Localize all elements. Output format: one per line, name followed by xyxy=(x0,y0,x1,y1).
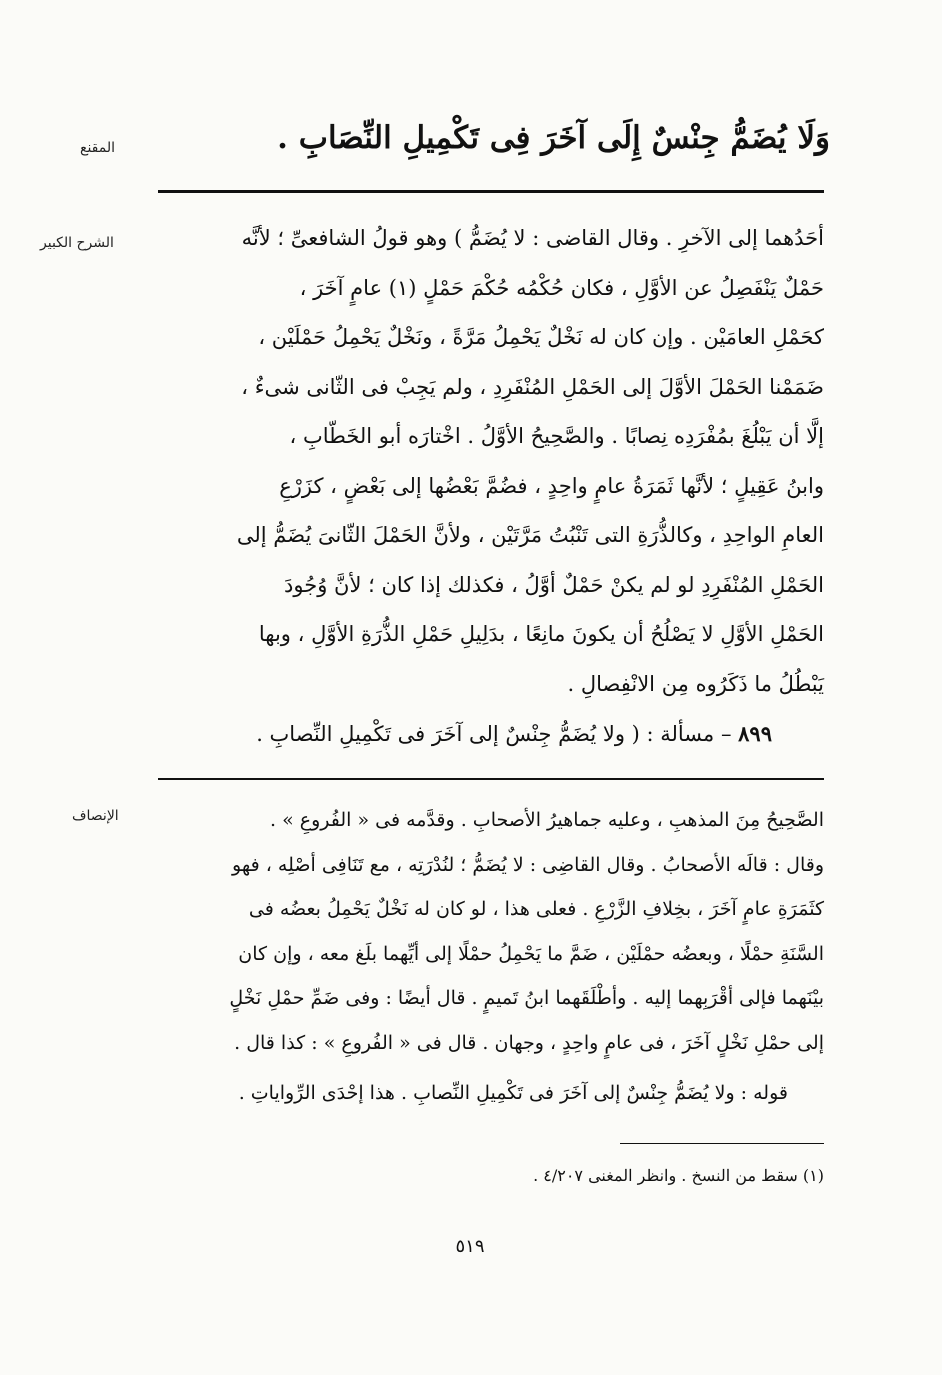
text-line: الحَمْلِ الأوَّلِ لا يَصْلُحُ أن يكونَ مانِعًا ، بدَلِيلِ حَمْلِ الذُّرَةِ الأوَّلِ ، وبها xyxy=(258,622,824,646)
text-line: إلَّا أن يَبْلُغَ بمُفْرَدِه نِصابًا . والصَّحِيحُ الأوَّلُ . اخْتارَه أبو الخَطّابِ ، xyxy=(289,424,824,448)
sharh-kabir-text xyxy=(158,214,824,760)
insaf-text xyxy=(158,798,824,1116)
text-line: كحَمْلِ العامَيْن . وإن كان له نَخْلٌ يَحْمِلُ مَرَّةً ، ونَخْلٌ يَحْمِلُ حَمْلَيْن ، xyxy=(258,325,824,349)
muqni-text xyxy=(277,120,830,156)
muqni-line: وَلَا يُضَمُّ جِنْسٌ إِلَى آخَرَ فِى تَكْمِيلِ النِّصَابِ . xyxy=(277,120,830,156)
text-line: الصَّحِيحُ مِنَ المذهبِ ، وعليه جماهيرُ الأصحابِ . وقدَّمه فى « الفُروعِ » . xyxy=(270,809,824,831)
text-line: وابنُ عَقِيلٍ ؛ لأنَّها ثَمَرَةُ عامٍ واحِدٍ ، فضُمَّ بَعْضُها إلى بَعْضٍ ، كزَرْعِ xyxy=(279,473,824,498)
sharh-kabir-label: الشرح الكبير xyxy=(40,235,114,251)
text-line: بيْنَهما فإلى أقْرَبِهما إليه . وأطْلَقَهما ابنُ تَميمٍ . قال أيضًا : وفى ضَمِّ حمْلِ نَخْلٍ xyxy=(229,987,824,1009)
masala-number: ٨٩٩ xyxy=(738,721,772,746)
text-line: أحَدُهما إلى الآخرِ . وقال القاضى : لا يُضَمُّ ) وهو قولُ الشافعىِّ ؛ لأنَّه xyxy=(241,226,824,250)
text-line: الحَمْلِ المُنْفَرِدِ لو لم يكنْ حَمْلٌ أوَّلُ ، فكذلك إذا كان ؛ لأنَّ وُجُودَ xyxy=(284,572,824,597)
muqni-divider xyxy=(158,190,824,193)
qawluhu-line: قوله : ولا يُضَمُّ جِنْسٌ إلى آخَرَ فى تَكْمِيلِ النِّصابِ . هذا إحْدَى الرِّواياتِ . xyxy=(238,1082,788,1104)
text-line: حَمْلٌ يَنْفَصِلُ عن الأوَّلِ ، فكان حُكْمُه حُكْمَ حَمْلٍ (١) عامٍ آخَرَ ، xyxy=(299,275,824,300)
footnote-divider xyxy=(620,1143,824,1144)
text-line: العامِ الواحِدِ ، وكالذُّرَةِ التى تَنْبُتُ مَرَّتَيْن ، ولأنَّ الحَمْلَ الثّانىَ يُضَمُّ إلى xyxy=(236,523,824,547)
masala-line xyxy=(158,709,772,760)
page-number: ٥١٩ xyxy=(455,1236,485,1257)
text-line: السَّنَةِ حمْلًا ، وبعضُه حمْلَيْن ، ضَمَّ ما يَحْمِلُ حمْلًا إلى أيِّهما بلَغ معه ، وإن كان xyxy=(238,942,824,965)
text-line: يَبْطُلُ ما ذَكَرُوه مِن الانْفِصالِ . xyxy=(567,671,824,696)
section-divider xyxy=(158,778,824,780)
muqni-label: المقنع xyxy=(80,140,116,156)
footnote: (١) سقط من النسخ . وانظر المغنى ٤/٢٠٧ . xyxy=(533,1166,824,1185)
text-line: إلى حمْلِ نَخْلٍ آخَرَ ، فى عامٍ واحِدٍ ، وجهان . قال فى « الفُروعِ » : كذا قال . xyxy=(234,1031,824,1054)
text-line: وقال : قالَه الأصحابُ . وقال القاضِى : لا يُضَمُّ ؛ لنُدْرَتِه ، مع تَنَافِى أصْلِه ، فهو xyxy=(232,853,824,876)
text-line: ضَمَمْنا الحَمْلَ الأوَّلَ إلى الحَمْلِ المُنْفَرِدِ ، ولم يَجِبْ فى الثّانى شىءٌ ، xyxy=(241,374,824,399)
masala-text: – مسألة : ( ولا يُضَمُّ جِنْسٌ إلى آخَرَ فى تَكْمِيلِ النِّصابِ . xyxy=(256,722,739,746)
insaf-label: الإنصاف xyxy=(72,808,119,824)
text-line: كثَمَرَةِ عامٍ آخَرَ ، بخِلافِ الزَّرْعِ . فعلى هذا ، لو كان له نَخْلٌ يَحْمِلُ بعضُه فى xyxy=(248,898,824,920)
